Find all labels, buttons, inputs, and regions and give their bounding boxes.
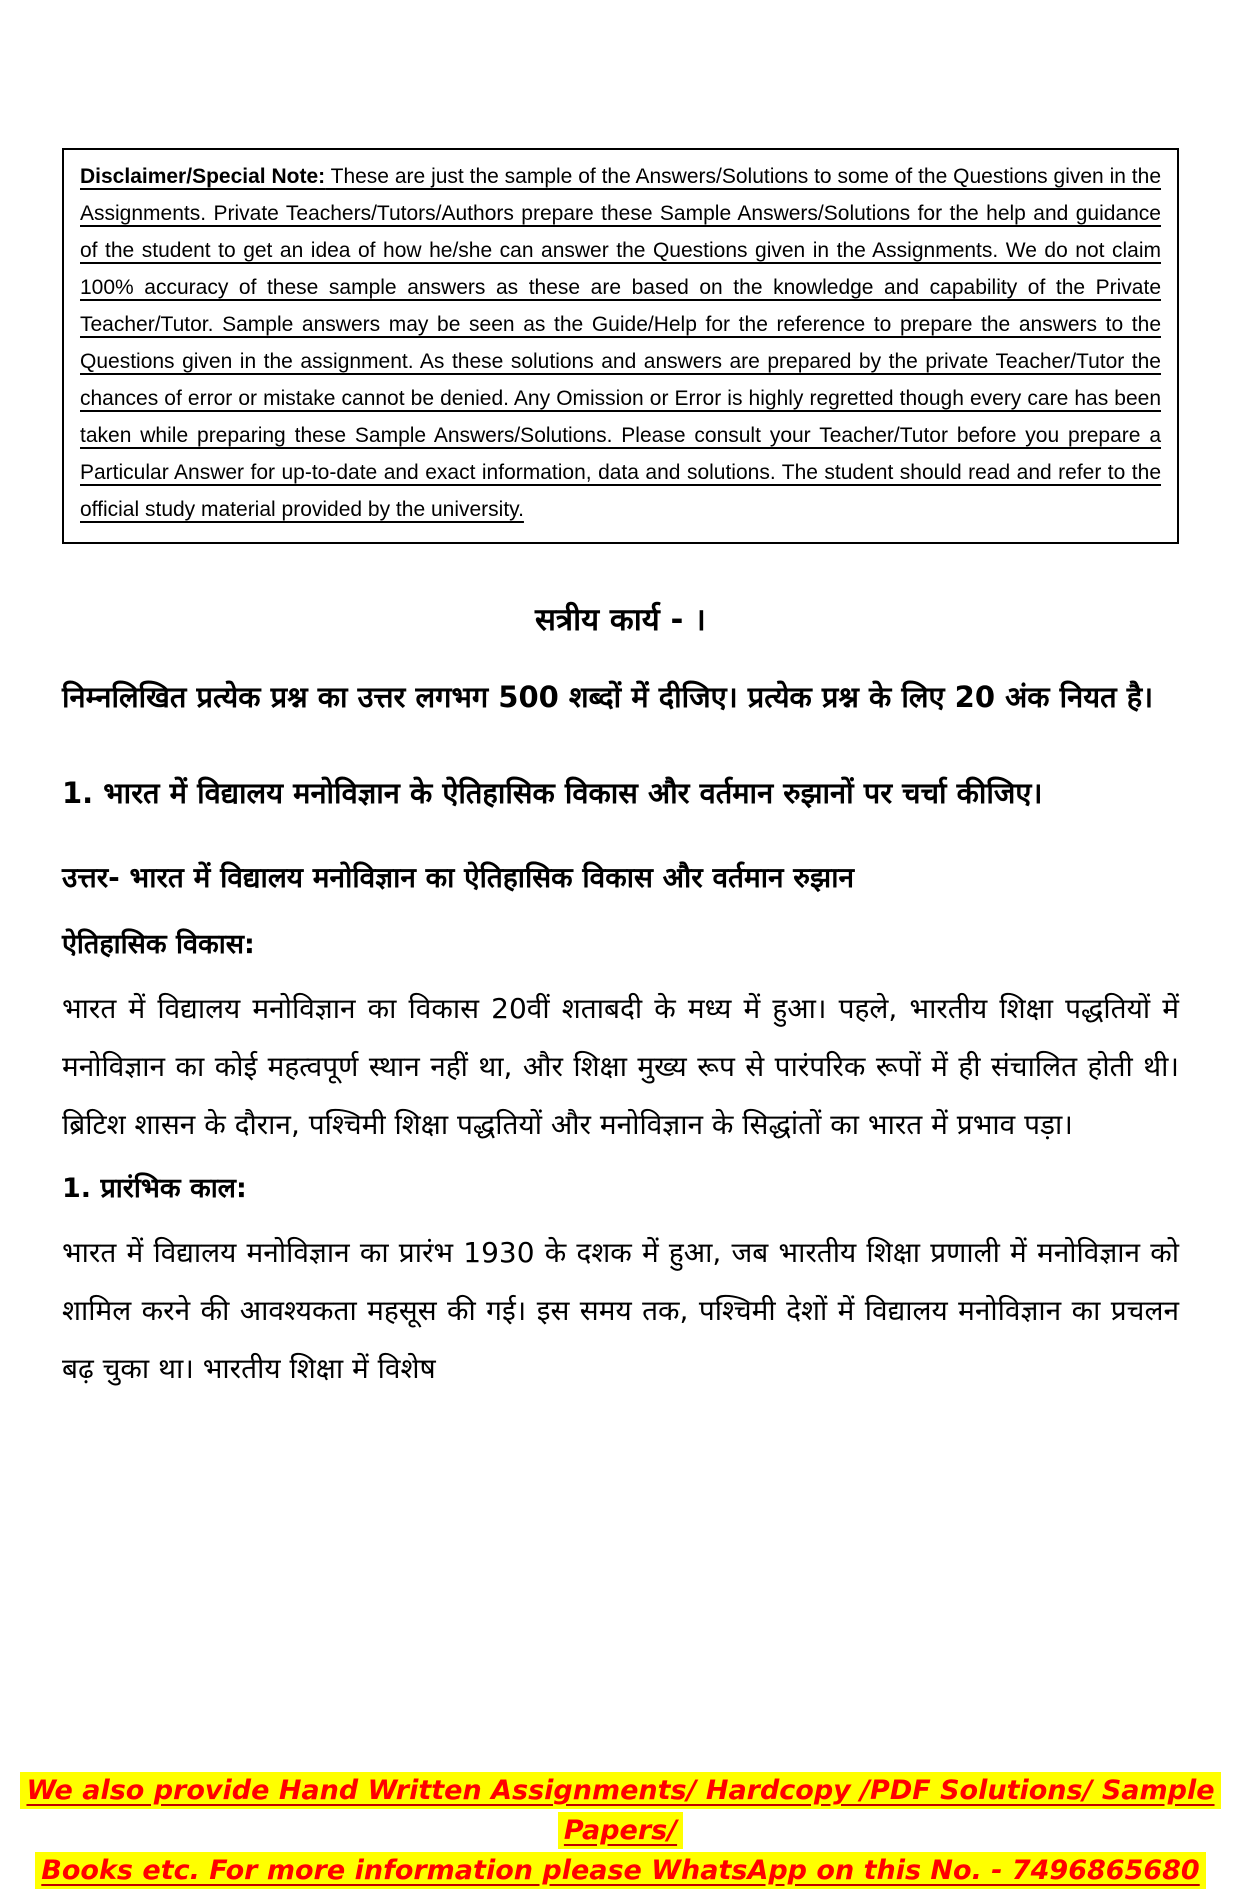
section-heading-early-period: 1. प्रारंभिक काल: [62,1173,247,1204]
disclaimer-box [62,148,1179,544]
footer-note [0,1771,1241,1891]
section-heading-historical: ऐतिहासिक विकास: [62,929,255,960]
instruction-paragraph: निम्नलिखित प्रत्येक प्रश्न का उत्तर लगभग 500 शब्दों में दीजिए। प्रत्येक प्रश्न के लिए 20 अंक नियत है। [62,680,1154,714]
disclaimer-label: Disclaimer/Special Note: [80,165,326,188]
footer-line-1: We also provide Hand Written Assignments/ Hardcopy /PDF Solutions/ Sample Papers/ [20,1772,1220,1849]
answer-heading [62,854,1179,902]
disclaimer-text [80,158,1161,528]
question-1: 1. भारत में विद्यालय मनोविज्ञान के ऐतिहासिक विकास और वर्तमान रुझानों पर चर्चा कीजिए। [62,776,1043,810]
answer-label: उत्तर- [62,861,120,894]
footer-line-2: Books etc. For more information please WhatsApp on this No. - 7496865680 [35,1852,1205,1889]
answer-title: भारत में विद्यालय मनोविज्ञान का ऐतिहासिक विकास और वर्तमान रुझान [119,861,854,894]
disclaimer-body: These are just the sample of the Answers/Solutions to some of the Questions given in the Assignments. Private Teachers/Tutors/Authors prepare these Sample Answers/Solutions for the help and guidance of the student to get an idea of how he/she can answer the Questions given in the Assignments. We do not claim 100% accuracy of these sample answers as these are based on the knowledge and capability of the Private Teacher/Tutor. Sample answers may be seen as the Guide/Help for the reference to prepare the answers to the Questions given in the assignment. As these solutions and answers are prepared by the private Teacher/Tutor the chances of error or mistake cannot be denied. Any Omission or Error is highly regretted though every care has been taken while preparing these Sample Answers/Solutions. Please consult your Teacher/Tutor before you prepare a Particular Answer for up-to-date and exact information, data and solutions. The student should read and refer to the official study material provided by the university. [80,165,1161,521]
assignment-title: सत्रीय कार्य - । [535,602,706,638]
paragraph-early-period: भारत में विद्यालय मनोविज्ञान का प्रारंभ 1930 के दशक में हुआ, जब भारतीय शिक्षा प्रणाली में मनोविज्ञान को शामिल करने की आवश्यकता महसूस की गई। इस समय तक, पश्चिमी देशों में विद्यालय मनोविज्ञान का प्रचलन बढ़ चुका था। भारतीय शिक्षा में विशेष [62,1236,1179,1385]
document-page [0,148,1241,1903]
paragraph-historical-development: भारत में विद्यालय मनोविज्ञान का विकास 20वीं शताबदी के मध्य में हुआ। पहले, भारतीय शिक्षा पद्धतियों में मनोविज्ञान का कोई महत्वपूर्ण स्थान नहीं था, और शिक्षा मुख्य रूप से पारंपरिक रूपों में ही संचालित होती थी। ब्रिटिश शासन के दौरान, पश्चिमी शिक्षा पद्धतियों और मनोविज्ञान के सिद्धांतों का भारत में प्रभाव पड़ा। [62,992,1179,1141]
